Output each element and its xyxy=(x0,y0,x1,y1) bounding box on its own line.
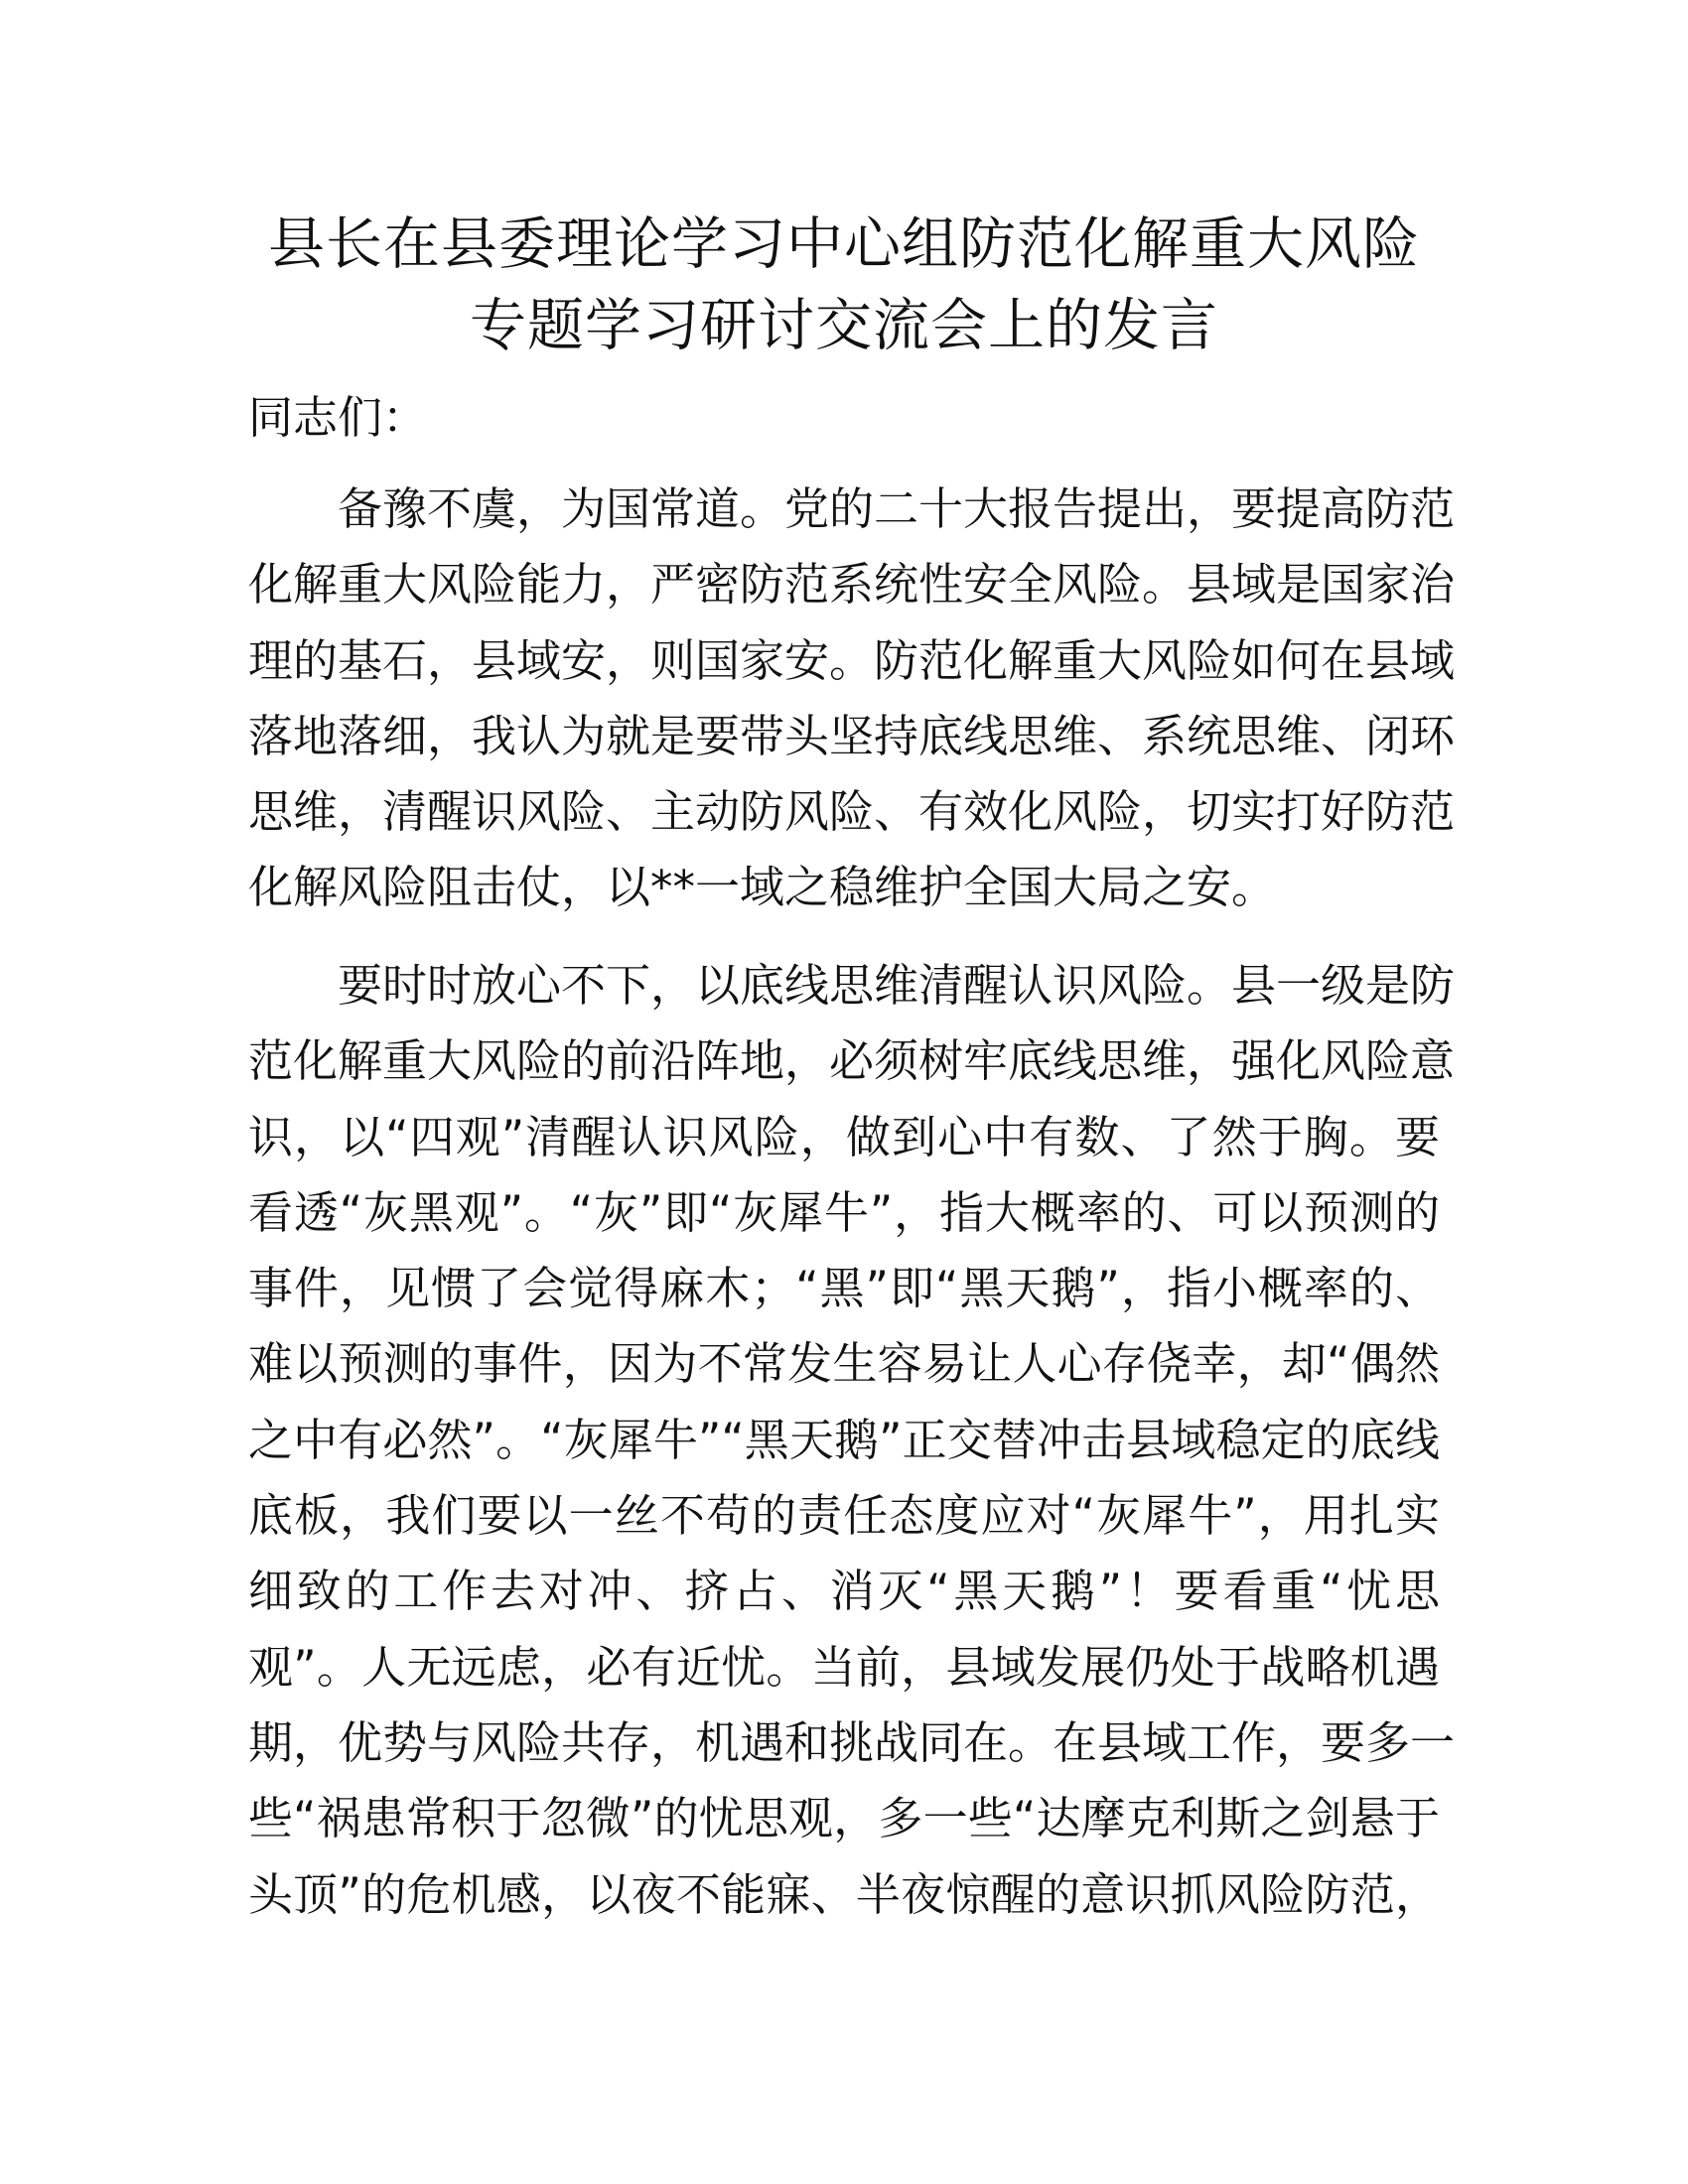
paragraph-line: 看透“灰黑观”。“灰”即“灰犀牛”，指大概率的、可以预测的 xyxy=(248,1185,1440,1239)
document-title xyxy=(228,204,1460,366)
paragraph-line: 范化解重大风险的前沿阵地，必须树牢底线思维，强化风险意 xyxy=(248,1034,1456,1088)
title-line-2: 专题学习研讨交流会上的发言 xyxy=(470,293,1218,358)
paragraph-line: 化解风险阻击仗，以**一域之稳维护全国大局之安。 xyxy=(248,861,1277,914)
salutation: 同志们： xyxy=(248,391,428,444)
paragraph-line: 细致的工作去对冲、挤占、消灭“黑天鹅”！要看重“忧思 xyxy=(248,1565,1440,1618)
paragraph-line: 些“祸患常积于忽微”的忧思观，多一些“达摩克利斯之剑悬于 xyxy=(248,1792,1440,1845)
paragraph-line: 备豫不虞，为国常道。党的二十大报告提出，要提高防范 xyxy=(338,482,1456,535)
paragraph-line: 观”。人无远虑，必有近忧。当前，县域发展仍处于战略机遇 xyxy=(248,1640,1440,1694)
title-line-1: 县长在县委理论学习中心组防范化解重大风险 xyxy=(268,211,1420,277)
paragraph-line: 思维，清醒识风险、主动防风险、有效化风险，切实打好防范 xyxy=(248,785,1456,839)
paragraph-line: 化解重大风险能力，严密防范系统性安全风险。县域是国家治 xyxy=(248,558,1456,612)
paragraph-2 xyxy=(248,948,1456,1933)
paragraph-1 xyxy=(248,472,1456,926)
paragraph-line: 事件，见惯了会觉得麻木；“黑”即“黑天鹅”，指小概率的、 xyxy=(248,1262,1440,1315)
paragraph-line: 底板，我们要以一丝不苟的责任态度应对“灰犀牛”，用扎实 xyxy=(248,1489,1440,1543)
paragraph-line: 识，以“四观”清醒认识风险，做到心中有数、了然于胸。要 xyxy=(248,1110,1440,1163)
paragraph-line: 难以预测的事件，因为不常发生容易让人心存侥幸，却“偶然 xyxy=(248,1337,1440,1391)
paragraph-line: 期，优势与风险共存，机遇和挑战同在。在县域工作，要多一 xyxy=(248,1715,1456,1769)
paragraph-line: 理的基石，县域安，则国家安。防范化解重大风险如何在县域 xyxy=(248,633,1456,687)
paragraph-line: 头顶”的危机感，以夜不能寐、半夜惊醒的意识抓风险防范， xyxy=(248,1867,1440,1921)
paragraph-line: 之中有必然”。“灰犀牛”“黑天鹅”正交替冲击县域稳定的底线 xyxy=(248,1413,1440,1466)
paragraph-line: 要时时放心不下，以底线思维清醒认识风险。县一级是防 xyxy=(338,959,1456,1012)
paragraph-line: 落地落细，我认为就是要带头坚持底线思维、系统思维、闭环 xyxy=(248,709,1456,762)
